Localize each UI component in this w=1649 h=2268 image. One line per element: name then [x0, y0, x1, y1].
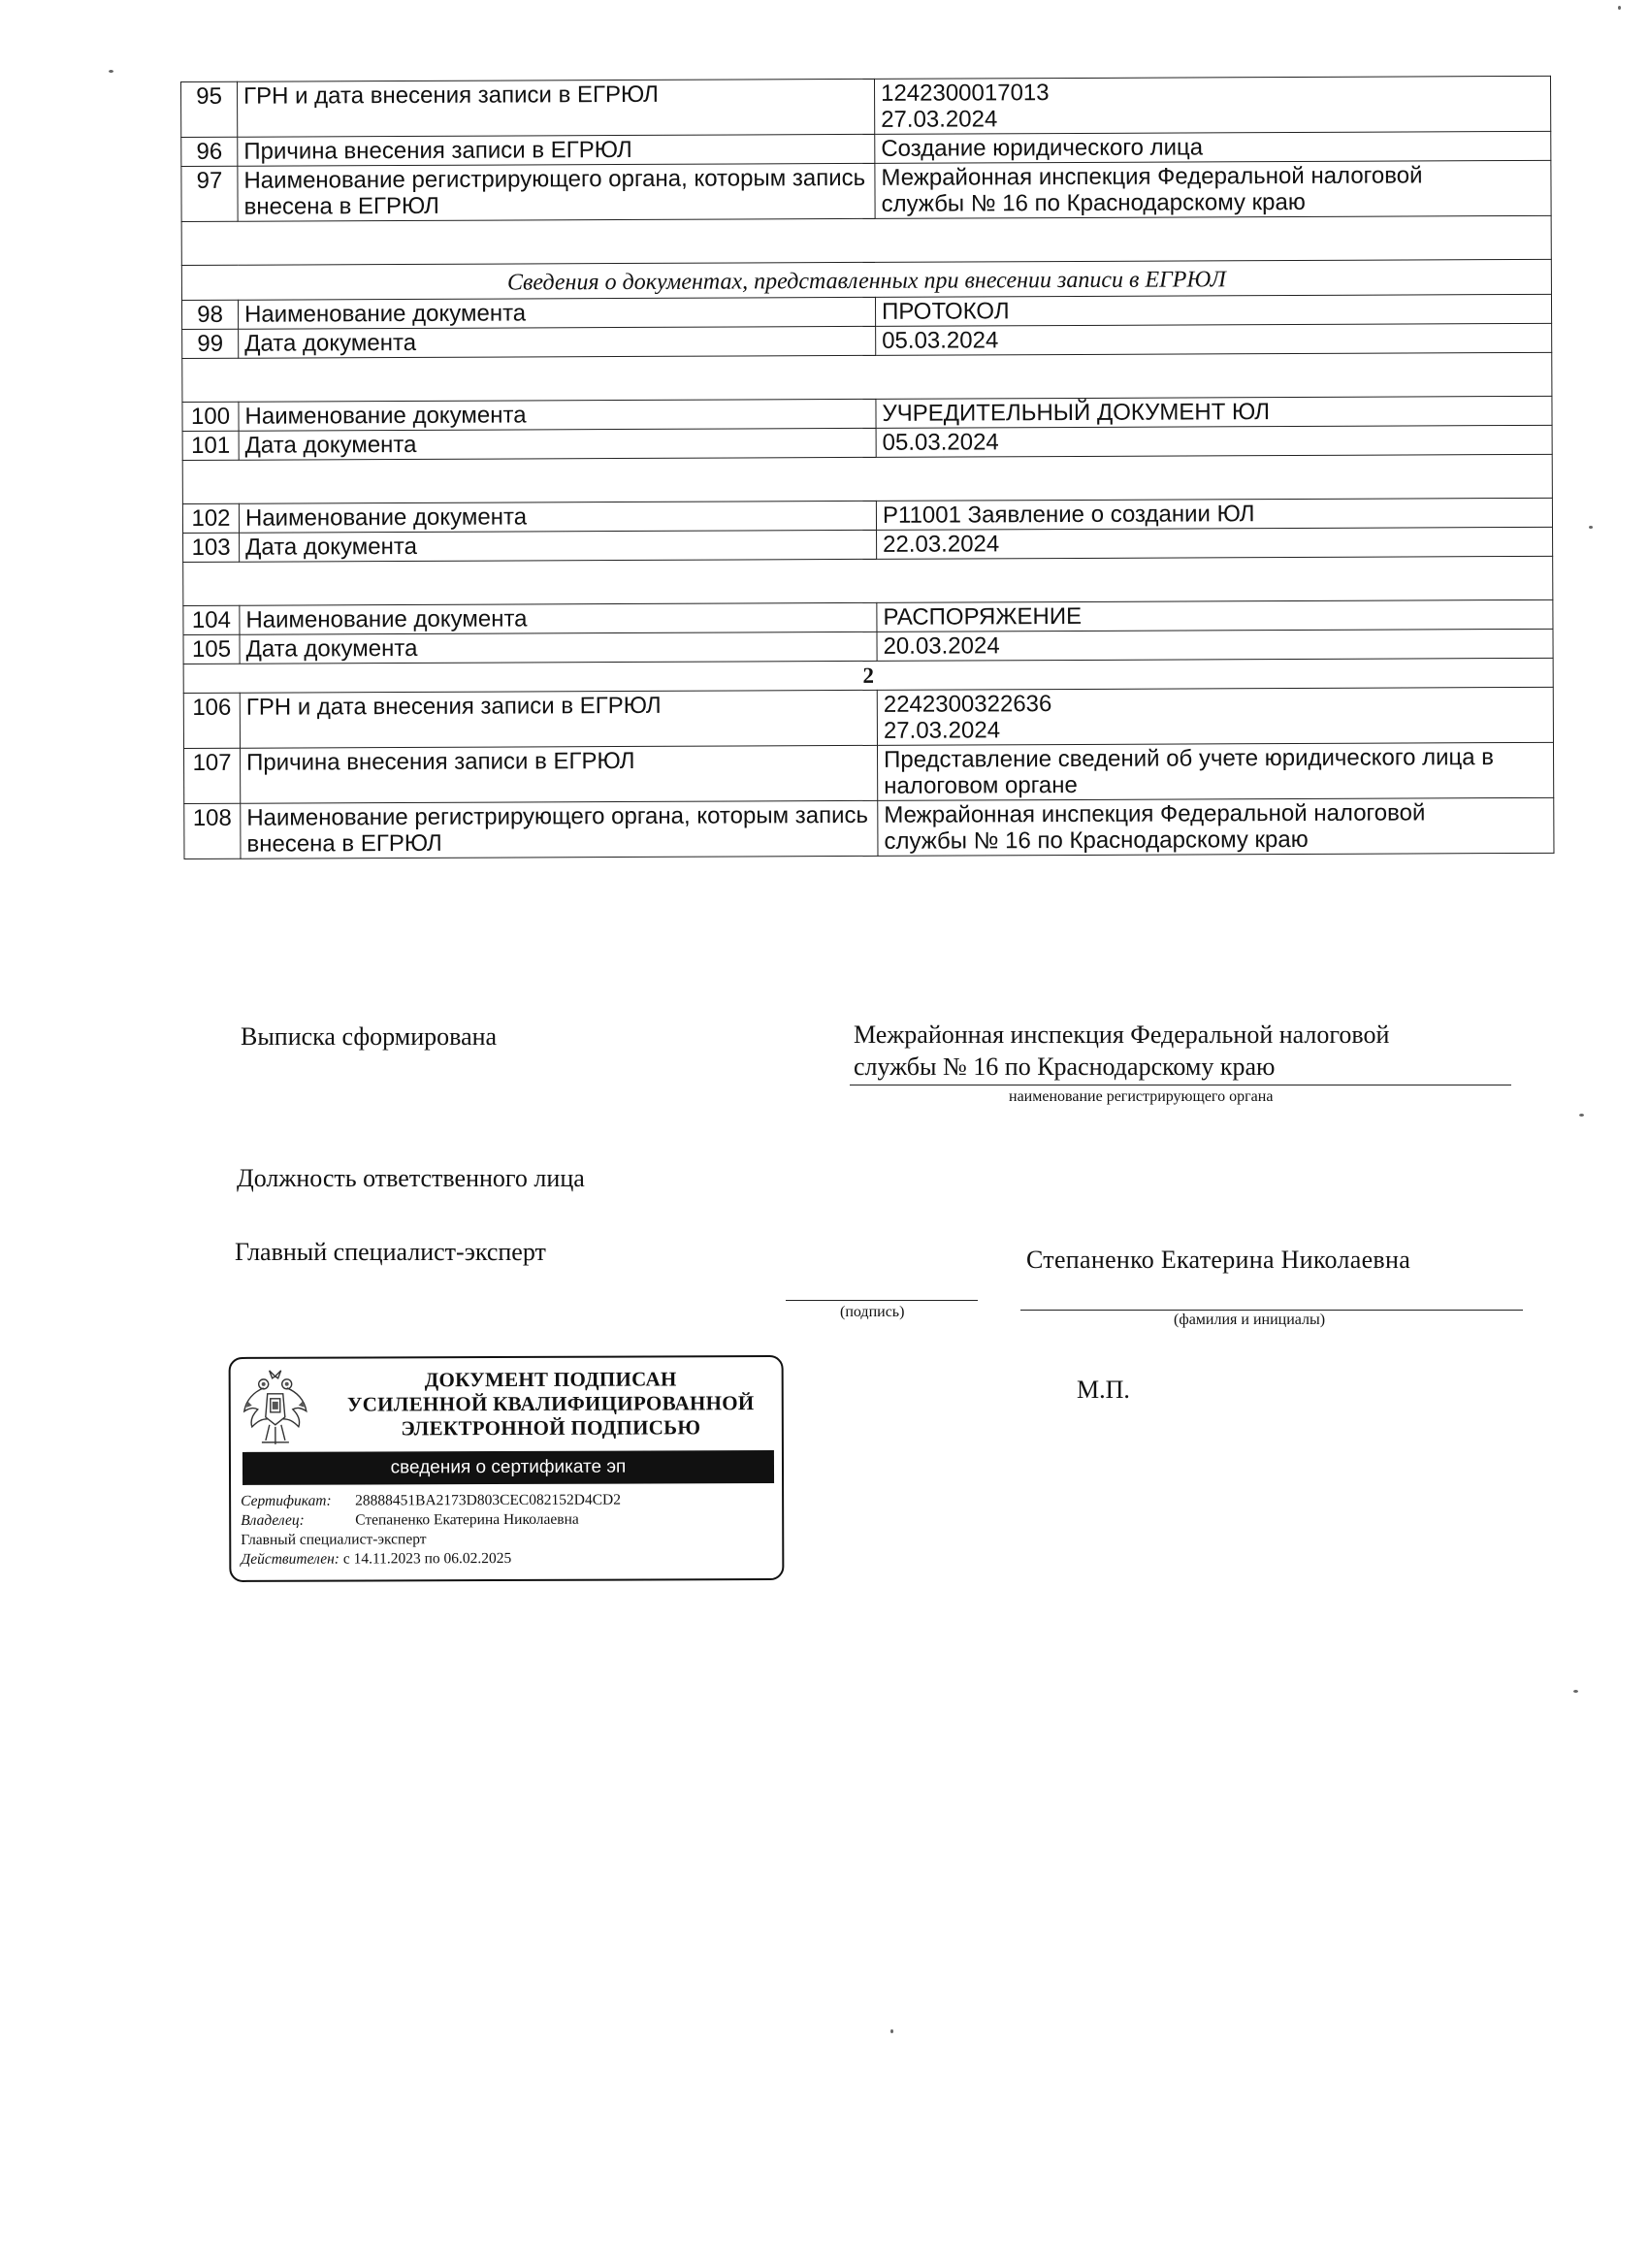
row-number: 103: [183, 533, 240, 562]
owner-value: Степаненко Екатерина Николаевна: [355, 1510, 579, 1529]
row-value-line: Представление сведений об учете юридического лица в: [883, 744, 1495, 773]
row-value: [877, 742, 1553, 800]
position-value: Главный специалист-эксперт: [235, 1238, 546, 1266]
row-value: [874, 76, 1550, 134]
documents-caption: Сведения о документах, представленных при внесении записи в ЕГРЮЛ: [181, 259, 1551, 300]
row-label: Дата документа: [240, 530, 877, 562]
row-label: Наименование документа: [239, 501, 876, 533]
blank-cell: [181, 215, 1551, 265]
row-label: ГРН и дата внесения записи в ЕГРЮЛ: [238, 79, 875, 137]
responsible-person-name: Степаненко Екатерина Николаевна: [1026, 1246, 1411, 1274]
certificate-label: Сертификат:: [241, 1492, 332, 1509]
row-value: УЧРЕДИТЕЛЬНЫЙ ДОКУМЕНТ ЮЛ: [876, 396, 1552, 428]
formed-label: Выписка сформирована: [241, 1022, 498, 1051]
organ-caption: наименование регистрирующего органа: [1009, 1088, 1274, 1105]
row-number: 107: [183, 748, 240, 803]
row-value: 20.03.2024: [877, 629, 1553, 661]
row-label: Дата документа: [239, 326, 876, 358]
row-number: 106: [183, 693, 240, 748]
table-row: [183, 687, 1553, 748]
row-value-line: 27.03.2024: [883, 717, 1001, 744]
registering-organ-line: Межрайонная инспекция Федеральной налоговой: [854, 1021, 1390, 1049]
row-label: Наименование документа: [239, 399, 876, 431]
owner-position: Главный специалист-эксперт: [241, 1531, 427, 1548]
table-row: [181, 160, 1551, 221]
table-row: [183, 742, 1553, 803]
section-number: 2: [183, 658, 1553, 693]
table-row: [181, 76, 1551, 137]
row-label: Наименование документа: [238, 297, 875, 329]
owner-row: [241, 1511, 579, 1530]
row-value: [878, 797, 1554, 856]
seal-place: М.П.: [1077, 1376, 1130, 1404]
row-value-line: 27.03.2024: [881, 106, 998, 133]
row-label: Дата документа: [239, 428, 876, 460]
row-label: Наименование регистрирующего органа, которым запись внесена в ЕГРЮЛ: [238, 163, 875, 221]
stamp-title: [324, 1367, 778, 1442]
owner-label: Владелец:: [241, 1511, 305, 1529]
name-caption: (фамилия и инициалы): [1174, 1312, 1326, 1328]
signature-line: [786, 1300, 978, 1301]
registering-organ-line: службы № 16 по Краснодарскому краю: [854, 1053, 1276, 1081]
blank-row: [182, 454, 1552, 503]
row-value-line: 1242300017013: [881, 80, 1050, 107]
row-number: 99: [182, 329, 239, 358]
scan-speck: [1573, 1690, 1578, 1693]
stamp-title-line: ЭЛЕКТРОННОЙ ПОДПИСЬЮ: [401, 1415, 701, 1441]
row-number: 100: [182, 402, 239, 431]
row-value-line: Межрайонная инспекция Федеральной налоговой: [881, 162, 1423, 191]
caption-row: [181, 259, 1551, 300]
row-number: 108: [184, 803, 241, 859]
row-value-line: службы № 16 по Краснодарскому краю: [881, 188, 1306, 217]
scan-speck: [1618, 6, 1621, 10]
stamp-title-line: ДОКУМЕНТ ПОДПИСАН: [424, 1367, 677, 1392]
registering-organ: [854, 1019, 1389, 1083]
row-number: 97: [181, 166, 238, 221]
row-value: РАСПОРЯЖЕНИЕ: [877, 599, 1553, 632]
electronic-signature-stamp: [229, 1355, 785, 1582]
row-value: [875, 131, 1551, 163]
row-value: 05.03.2024: [876, 425, 1552, 457]
scan-speck: [1589, 526, 1593, 529]
certificate-row: [241, 1492, 621, 1510]
row-label: Наименование документа: [240, 602, 877, 634]
certificate-info-bar: сведения о сертификате эп: [242, 1450, 774, 1485]
row-value-line: службы № 16 по Краснодарскому краю: [884, 826, 1309, 855]
row-value-line: Межрайонная инспекция Федеральной налоговой: [884, 799, 1426, 828]
row-number: 96: [181, 137, 238, 166]
stamp-title-line: УСИЛЕННОЙ КВАЛИФИЦИРОВАННОЙ: [346, 1391, 755, 1416]
blank-cell: [182, 352, 1552, 402]
table-row: [184, 797, 1554, 859]
row-number: 105: [183, 634, 240, 664]
validity-label: Действителен:: [241, 1550, 340, 1568]
scan-speck: [1579, 1114, 1584, 1117]
row-value: ПРОТОКОЛ: [875, 294, 1551, 326]
scan-speck: [890, 2029, 893, 2033]
row-number: 104: [183, 605, 240, 634]
blank-row: [181, 215, 1551, 265]
row-label: ГРН и дата внесения записи в ЕГРЮЛ: [240, 690, 877, 748]
row-label: Причина внесения записи в ЕГРЮЛ: [238, 134, 875, 166]
row-label: Причина внесения записи в ЕГРЮЛ: [240, 745, 877, 803]
validity-row: [241, 1550, 511, 1569]
row-label: Наименование регистрирующего органа, которым запись внесена в ЕГРЮЛ: [241, 800, 878, 859]
row-value: [875, 160, 1551, 218]
signature-caption: (подпись): [840, 1304, 905, 1320]
row-number: 98: [181, 300, 238, 329]
row-number: 102: [182, 503, 239, 533]
validity-value: с 14.11.2023 по 06.02.2025: [342, 1549, 512, 1568]
double-headed-eagle-emblem-icon: [241, 1367, 310, 1450]
certificate-value: 28888451BA2173D803CEC082152D4CD2: [355, 1491, 622, 1509]
egrul-extract-table: [180, 76, 1554, 859]
row-value: 05.03.2024: [876, 323, 1552, 355]
blank-cell: [183, 556, 1553, 605]
name-line: [1020, 1310, 1523, 1311]
row-value-line: налоговом органе: [884, 771, 1078, 799]
row-value: Р11001 Заявление о создании ЮЛ: [876, 498, 1552, 530]
row-number: 101: [182, 431, 239, 460]
row-value-line: Создание юридического лица: [881, 134, 1204, 162]
blank-row: [183, 556, 1553, 605]
row-value: 22.03.2024: [877, 527, 1553, 559]
position-label: Должность ответственного лица: [237, 1164, 585, 1192]
row-number: 95: [181, 81, 238, 137]
blank-cell: [182, 454, 1552, 503]
scan-speck: [109, 70, 113, 73]
row-value-line: 2242300322636: [883, 691, 1052, 718]
blank-row: [182, 352, 1552, 402]
row-label: Дата документа: [240, 632, 877, 664]
row-value: [877, 687, 1553, 745]
